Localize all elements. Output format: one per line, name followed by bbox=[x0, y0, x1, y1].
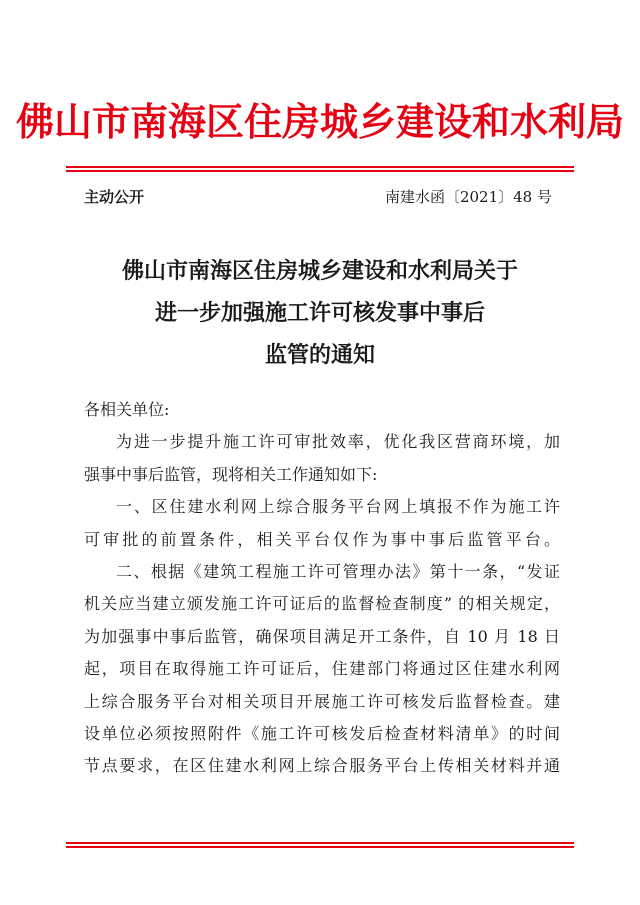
body-line: 可审批的前置条件，相关平台仅作为事中事后监管平台。 bbox=[84, 529, 560, 549]
body-line: 上综合服务平台对相关项目开展施工许可核发后监督检查。建 bbox=[84, 691, 560, 711]
salutation: 各相关单位: bbox=[84, 400, 170, 419]
title-line: 佛山市南海区住房城乡建设和水利局关于 bbox=[121, 258, 518, 284]
document-title bbox=[0, 250, 640, 376]
title-line: 进一步加强施工许可核发事中事后 bbox=[154, 300, 485, 326]
footer-red-rule-top bbox=[66, 842, 574, 844]
body-line: 设单位必须按照附件《施工许可核发后检查材料清单》的时间 bbox=[84, 723, 560, 743]
document-number: 南建水函〔2021〕48 号 bbox=[384, 188, 552, 206]
body-line: 起，项目在取得施工许可证后，住建部门将通过区住建水利网 bbox=[84, 659, 560, 679]
agency-header: 佛山市南海区住房城乡建设和水利局 bbox=[15, 99, 624, 144]
footer-red-rule-bottom bbox=[66, 846, 574, 848]
header-red-rule-top bbox=[66, 166, 574, 168]
body-line: 强事中事后监管，现将相关工作通知如下: bbox=[84, 464, 378, 484]
header-red-rule-bottom bbox=[66, 170, 574, 172]
title-line: 监管的通知 bbox=[264, 342, 375, 368]
body-line: 为进一步提升施工许可审批效率，优化我区营商环境，加 bbox=[116, 432, 560, 452]
body-line: 为加强事中事后监管，确保项目满足开工条件，自 10 月 18 日 bbox=[84, 626, 560, 646]
disclosure-label: 主动公开 bbox=[84, 188, 145, 206]
body-line: 二、根据《建筑工程施工许可管理办法》第十一条，“发证 bbox=[116, 561, 560, 581]
document-body bbox=[84, 394, 560, 783]
body-line: 节点要求，在区住建水利网上综合服务平台上传相关材料并通 bbox=[84, 756, 560, 776]
body-line: 机关应当建立颁发施工许可证后的监督检查制度” 的相关规定， bbox=[84, 594, 560, 614]
body-line: 一、区住建水利网上综合服务平台网上填报不作为施工许 bbox=[116, 497, 560, 517]
